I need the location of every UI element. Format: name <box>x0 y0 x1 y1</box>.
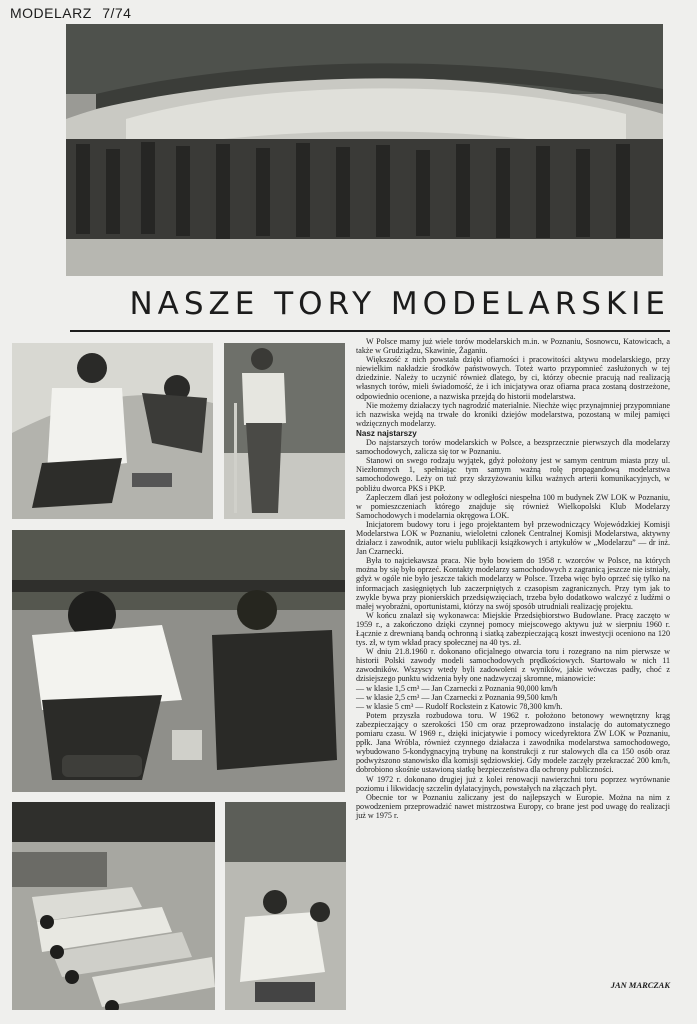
article-paragraph: W 1972 r. dokonano drugiej już z kolei renowacji nawierzchni toru poprzez wyrównanie poziomu i likwidację szczelin dylatacyjnych, powstałych na złączach płyt. <box>356 774 670 793</box>
section-heading: Nasz najstarszy <box>356 428 417 438</box>
article-title: NASZE TORY MODELARSKIE <box>129 286 670 322</box>
results-list <box>356 684 670 711</box>
article-paragraph: Zapleczem dlań jest położony w odległości niespełna 100 m budynek ZW LOK w Poznaniu, w pomieszczeniach którego znajduje się również Wielkopolski Klub Modelarzy Samochodowych i modelarnia okręgowa LOK. <box>356 492 670 520</box>
article-paragraph: Nie możemy działaczy tych nagrodzić materialnie. Niechże więc przynajmniej przypomniane ich nazwiska wejdą na trwałe do kroniki dziejów modelarstwa, pozostaną w milej pamięci wdzięcznych modelarzy. <box>356 400 670 428</box>
man-standing-icon <box>224 343 345 519</box>
modelers-kneeling-icon <box>12 343 213 519</box>
article-paragraph: Potem przyszła rozbudowa toru. W 1962 r. położono betonowy wewnętrzny krąg zabezpieczający o szerokości 150 cm oraz przeprowadzono instalację do automatycznego pomiaru czasu. W 1969 r., dzięki inicjatywie i pomocy wicedyrektora ZW LOK w Poznaniu, ppłk. Jana Wróbla, również czynnego działacza i zawodnika modelarstwa samochodowego, wybudowano 5-kondygnacyjną trybunę na konstrukcji z rur stalowych dla ca 150 osób oraz podwyższono stanowisko dla komisji sędziowskiej. Gdy modele zaczęły przekraczać 200 km/h, dobrobiono skośnie ustawioną siatkę bezpieczeństwa dla ochrony publiczności. <box>356 710 670 775</box>
page-header <box>10 5 131 21</box>
result-line: — w klasie 2,5 cm³ — Jan Czarnecki z Poznania 99,500 km/h <box>356 692 558 702</box>
article-paragraph: Stanowi on swego rodzaju wyjątek, gdyż położony jest w samym centrum miasta przy ul. Niezłomnych 1, spełniając tym samym ważną rolę propagandową modelarstwa samochodowego. Leży on tuż przy skrzyżowaniu kilku ważnych arterii komunikacyjnych, w pobliżu dworca PKS i PKP. <box>356 456 670 493</box>
result-line: — w klasie 5 cm³ — Rudolf Rockstein z Katowic 78,300 km/h. <box>356 701 563 711</box>
article-paragraph: Była to najciekawsza praca. Nie było bowiem do 1958 r. wzorców w Polsce, na których można by się było oprzeć. Kontakty modelarzy samochodowych z zagranicą jeszcze nie istniały, gdyż w ogóle nie było jeszcze takich modelarzy w Polsce. Trzeba więc było oprzeć się tylko na informacjach zasięgniętych lub zaczerpniętych z czasopism zagranicznych. Przy tym jak to zwykle bywa przy pionierskich przedsięwzięciach, trzeba było dodatkowo walczyć z ludźmi o małej wyobraźni, oportunistami, którzy na swój sposób utrudniali realizację projektu. <box>356 556 670 611</box>
title-divider <box>70 330 670 332</box>
article-paragraph: W Polsce mamy już wiele torów modelarskich m.in. w Poznaniu, Sosnowcu, Katowicach, a także w Grudziądzu, Skawinie, Żaganiu. <box>356 337 670 356</box>
author-signature: JAN MARCZAK <box>610 980 670 990</box>
people-at-track-icon <box>225 802 346 1010</box>
article-paragraph: Do najstarszych torów modelarskich w Polsce, a bezsprzecznie pierwszych dla modelarzy samochodowych, zalicza się tor w Poznaniu. <box>356 438 670 457</box>
article-paragraph: W końcu znalazł się wykonawca: Miejskie Przedsiębiorstwo Budowlane. Pracę zaczęto w 1959 r., a zakończono dzięki czynnej pomocy miejscowego aktywu już w sierpniu 1960 r. Łącznie z drewnianą bandą ochronną i siatką zabezpieczającą koszt inwestycji oceniono na 120 tys. zł, w tym wkład pracy społecznej na 40 tys. zł. <box>356 610 670 648</box>
magazine-name: MODELARZ <box>10 5 92 21</box>
result-line: — w klasie 1,5 cm³ — Jan Czarnecki z Poznania 90,000 km/h <box>356 683 558 693</box>
article-body <box>356 337 670 820</box>
article-paragraph: Inicjatorem budowy toru i jego projektantem był przewodniczący Wojewódzkiej Komisji Modelarstwa LOK w Poznaniu, wieloletni członek Centralnej Komisji Modelarstwa, aktywny działacz i zawodnik, autor wielu publikacji książkowych i artykułów w „Modelarzu” — dr inż. Jan Czarnecki. <box>356 519 670 557</box>
article-paragraph: Obecnie tor w Poznaniu zaliczany jest do najlepszych w Europie. Można na nim z powodzeniem przeprowadzić nawet mistrzostwa Europy, co brane jest pod uwagę do realizacji już w 1975 r. <box>356 792 670 820</box>
top-spectators-track-icon <box>66 24 663 276</box>
article-paragraph: Większość z nich powstała dzięki ofiarności i pracowitości aktywu modelarskiego, przy niewielkim nakładzie środków państwowych. Toteż warto przypomnieć zasłużonych w tej dziedzinie. Należy to uczynić również dlatego, by ci, którzy obecnie pracują nad realizacją własnych torów, mieli świadomość, że i ich inicjatywa oraz ofiarna praca zostaną dostrzeżone, odpowiednio ocenione, a nazwiska przejdą do historii modelarstwa. <box>356 355 670 401</box>
article-paragraph: W dniu 21.8.1960 r. dokonano oficjalnego otwarcia toru i rozegrano na nim pierwsze w historii Polski zawody modeli samochodowych prędkościowych. Startowało w nich 11 zawodników. Wszyscy wtedy byli zadowoleni z wyników, jakie wówczas padły, choć z dzisiejszego punktu widzenia były one nadzwyczaj skromne, mianowicie: <box>356 647 670 684</box>
issue-number: 7/74 <box>102 5 132 21</box>
parked-model-cars-icon <box>12 802 215 1010</box>
modeler-with-car-icon <box>12 530 345 792</box>
